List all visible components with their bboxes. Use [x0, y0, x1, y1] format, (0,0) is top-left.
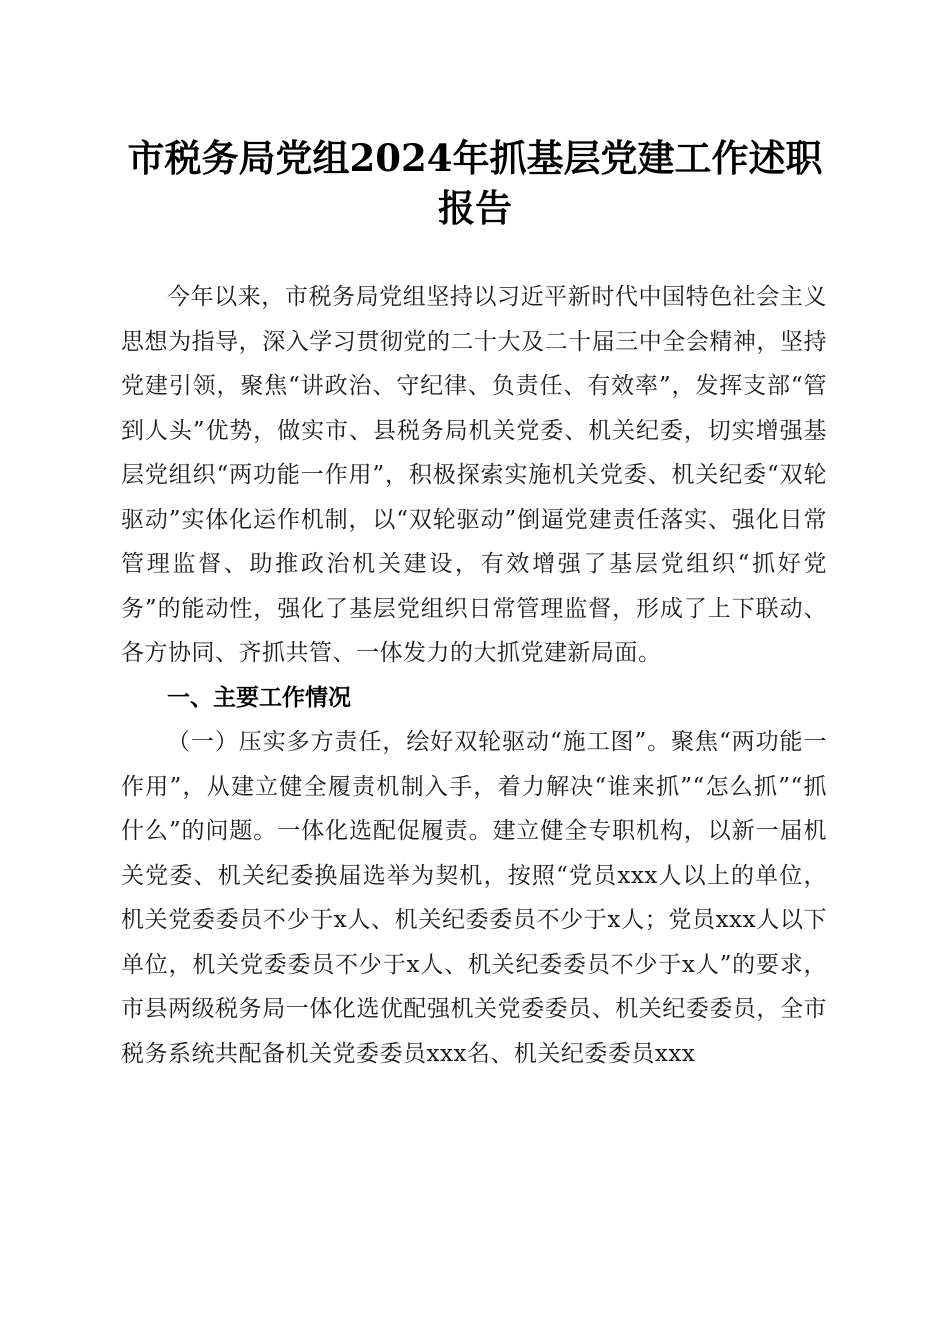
subsection-paragraph: （一）压实多方责任，绘好双轮驱动“施工图”。聚焦“两功能一作用”，从建立健全履责机制入手，着力解决“谁来抓”“怎么抓”“抓什么”的问题。一体化选配促履责。建立健全专职机构，以新一届机关党委、机关纪委换届选举为契机，按照“党员xxx人以上的单位，机关党委委员不少于x人、机关纪委委员不少于x人；党员xxx人以下单位，机关党委委员不少于x人、机关纪委委员不少于x人”的要求，市县两级税务局一体化选优配强机关党委委员、机关纪委委员，全市税务系统共配备机关党委委员xxx名、机关纪委委员xxx — [121, 729, 827, 1067]
document-title: 市税务局党组2024年抓基层党建工作述职报告 — [127, 136, 823, 230]
section-heading: 一、主要工作情况 — [167, 684, 351, 711]
document-body — [121, 275, 827, 1076]
intro-paragraph: 今年以来，市税务局党组坚持以习近平新时代中国特色社会主义思想为指导，深入学习贯彻党的二十大及二十届三中全会精神，坚持党建引领，聚焦“讲政治、守纪律、负责任、有效率”，发挥支部“管到人头”优势，做实市、县税务局机关党委、机关纪委，切实增强基层党组织“两功能一作用”，积极探索实施机关党委、机关纪委“双轮驱动”实体化运作机制，以“双轮驱动”倒逼党建责任落实、强化日常管理监督、助推政治机关建设，有效增强了基层党组织“抓好党务”的能动性，强化了基层党组织日常管理监督，形成了上下联动、各方协同、齐抓共管、一体发力的大抓党建新局面。 — [121, 284, 827, 666]
